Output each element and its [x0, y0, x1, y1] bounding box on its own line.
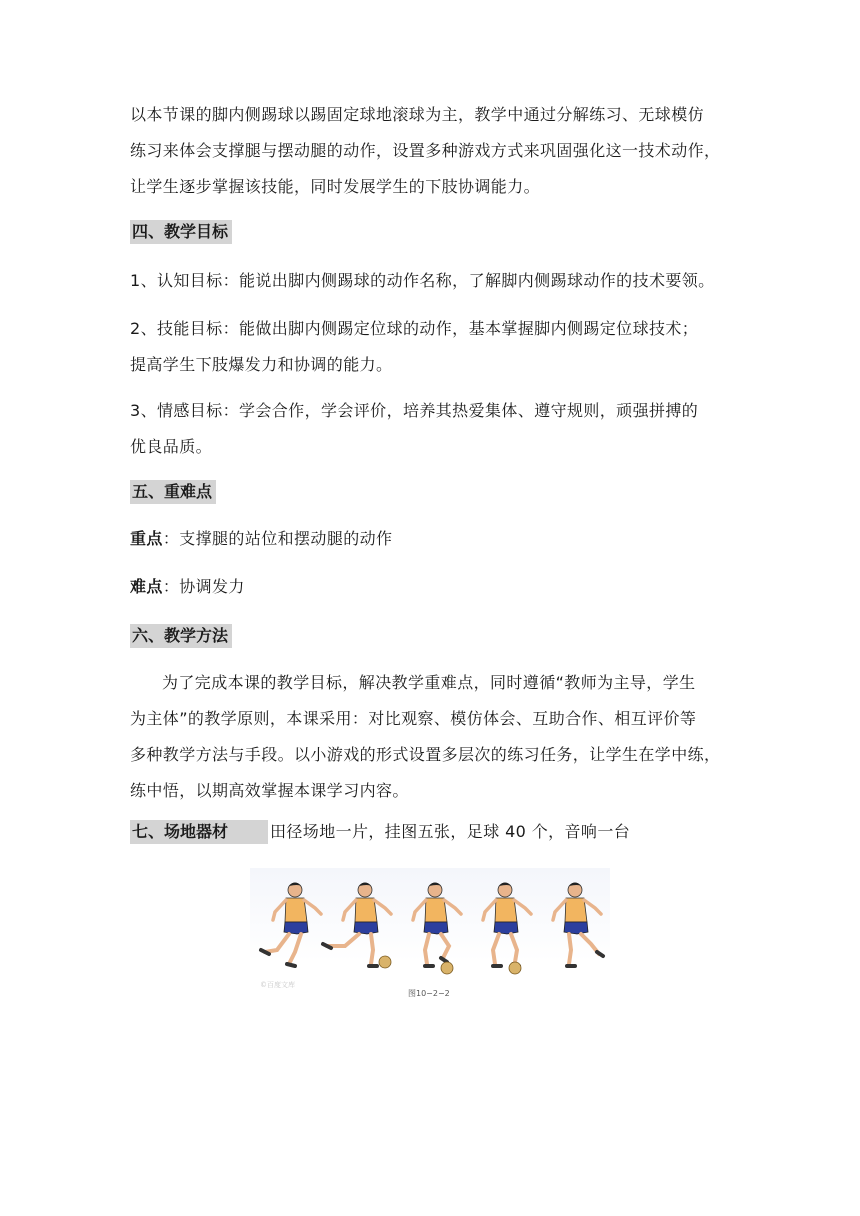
- text-line: 以本节课的脚内侧踢球以踢固定球地滚球为主，教学中通过分解练习、无球模仿: [130, 105, 705, 124]
- player-figure: [261, 883, 321, 967]
- difficulty-label: 难点: [130, 577, 163, 596]
- text-line: 优良品质。: [130, 437, 213, 456]
- player-figure: [413, 883, 461, 975]
- kick-sequence-figure: [250, 868, 610, 1002]
- intro-paragraph: [130, 102, 742, 200]
- key-point: [130, 526, 742, 552]
- text-line: 2、技能目标：能做出脚内侧踢定位球的动作，基本掌握脚内侧踢定位球技术；: [130, 319, 699, 338]
- section-heading-methods: 六、教学方法: [130, 624, 232, 648]
- text-line: 1、认知目标：能说出脚内侧踢球的动作名称，了解脚内侧踢球动作的技术要领。: [130, 271, 715, 290]
- goal-item: [130, 398, 742, 460]
- difficulty-point: [130, 574, 742, 600]
- section-heading-key-points: 五、重难点: [130, 480, 216, 504]
- goal-item: [130, 268, 742, 294]
- figure-watermark: ©百度文库: [260, 981, 295, 989]
- text-line: 练习来体会支撑腿与摆动腿的动作，设置多种游戏方式来巩固强化这一技术动作，: [130, 141, 721, 160]
- player-figure: [323, 883, 391, 969]
- player-sequence-illustration: [250, 868, 610, 1002]
- text-line: 3、情感目标：学会合作，学会评价，培养其热爱集体、遵守规则，顽强拼搏的: [130, 401, 699, 420]
- figure-caption: 图10−2−2: [408, 989, 450, 998]
- key-text: ：支撑腿的站位和摆动腿的动作: [162, 529, 393, 548]
- section-heading-equipment: 七、场地器材: [130, 820, 268, 844]
- text-line: 多种教学方法与手段。以小游戏的形式设置多层次的练习任务，让学生在学中练，: [130, 745, 721, 764]
- text-line: 练中悟，以期高效掌握本课学习内容。: [130, 781, 409, 800]
- methods-paragraph: [130, 670, 742, 804]
- text-line: 为主体”的教学原则，本课采用：对比观察、模仿体会、互助合作、相互评价等: [130, 709, 697, 728]
- text-line: 让学生逐步掌握该技能，同时发展学生的下肢协调能力。: [130, 177, 541, 196]
- difficulty-text: ：协调发力: [162, 577, 245, 596]
- equipment-text: 田径场地一片，挂图五张，足球 40 个，音响一台: [270, 822, 631, 841]
- text-line: 提高学生下肢爆发力和协调的能力。: [130, 355, 393, 374]
- section-heading-goals: 四、教学目标: [130, 220, 232, 244]
- goal-item: [130, 316, 742, 378]
- key-label: 重点: [130, 529, 163, 548]
- player-figure: [553, 883, 603, 967]
- text-line: 为了完成本课的教学目标，解决教学重难点，同时遵循“教师为主导，学生: [162, 673, 696, 692]
- player-figure: [483, 883, 531, 975]
